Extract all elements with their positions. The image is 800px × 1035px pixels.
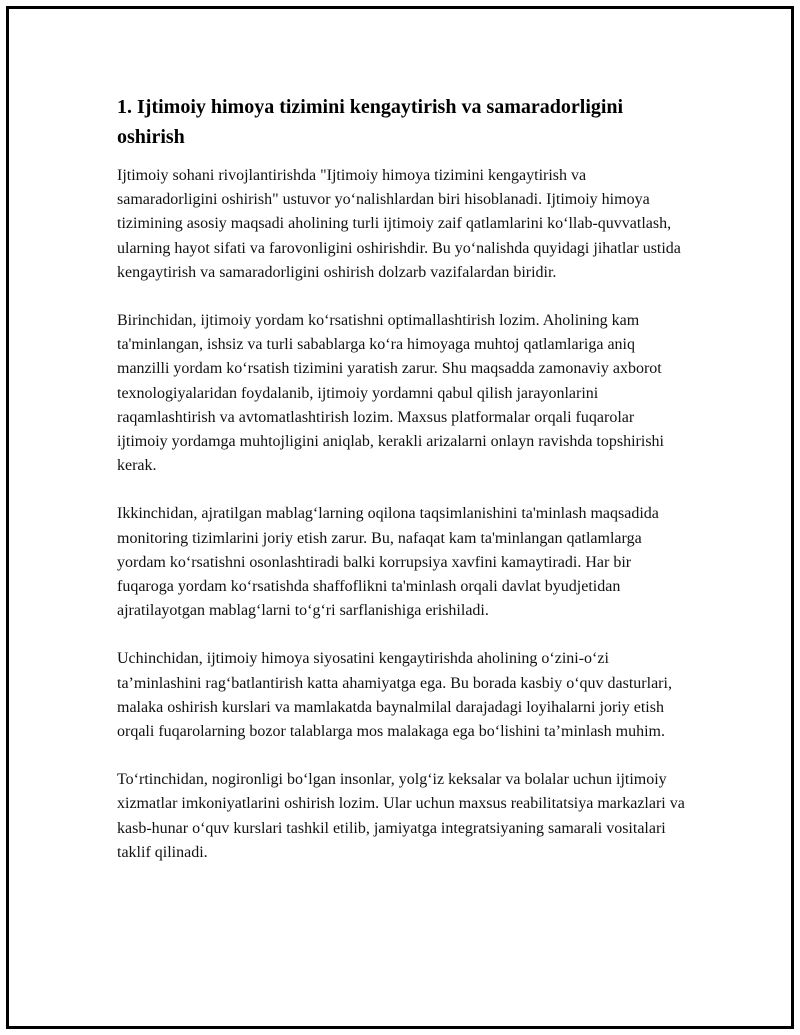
paragraph-first: Birinchidan, ijtimoiy yordam ko‘rsatishni optimallashtirish lozim. Aholining kam ta'minlangan, ishsiz va turli sabablarga ko‘ra himoyaga muhtoj qatlamlariga aniq manzilli yordam ko‘rsatish tizimini yaratish zarur. Shu maqsadda zamonaviy axborot texnologiyalaridan foydalanib, ijtimoiy yordamni qabul qilish jarayonlarini raqamlashtirish va avtomatlashtirish lozim. Maxsus platformalar orqali fuqarolar ijtimoiy yordamga muhtojligini aniqlab, kerakli arizalarni onlayn ravishda topshirishi kerak. <box>117 312 664 475</box>
section-title: 1. Ijtimoiy himoya tizimini kengaytirish va samaradorligini oshirish <box>117 96 624 148</box>
paragraph-third: Uchinchidan, ijtimoiy himoya siyosatini kengaytirishda aholining o‘zini-o‘zi ta’minlashini rag‘batlantirish katta ahamiyatga ega. Bu borada kasbiy o‘quv dasturlari, malaka oshirish kurslari va mamlakatda baynalmilal darajadagi loyihalarni joriy etish orqali fuqarolarning bozor talablarga mos malakaga ega bo‘lishini ta’minlash muhim. <box>117 650 672 741</box>
paragraph-fourth: To‘rtinchidan, nogironligi bo‘lgan insonlar, yolg‘iz keksalar va bolalar uchun ijtimoiy xizmatlar imkoniyatlarini oshirish lozim. Ular uchun maxsus reabilitatsiya markazlari va kasb-hunar o‘quv kurslari tashkil etilib, jamiyatga integratsiyaning samarali vositalari taklif qilinadi. <box>117 771 685 861</box>
document-body <box>117 92 687 889</box>
paragraph-intro: Ijtimoiy sohani rivojlantirishda "Ijtimoiy himoya tizimini kengaytirish va samaradorligini oshirish" ustuvor yo‘nalishlardan biri hisoblanadi. Ijtimoiy himoya tizimining asosiy maqsadi aholining turli ijtimoiy zaif qatlamlarini ko‘llab-quvvatlash, ularning hayot sifati va farovonligini oshirishdir. Bu yo‘nalishda quyidagi jihatlar ustida kengaytirish va samaradorligini oshirish dolzarb vazifalardan biridir. <box>117 167 681 281</box>
paragraph-second: Ikkinchidan, ajratilgan mablag‘larning oqilona taqsimlanishini ta'minlash maqsadida monitoring tizimlarini joriy etish zarur. Bu, nafaqat kam ta'minlangan qatlamlarga yordam ko‘rsatishni osonlashtiradi balki korrupsiya xavfini kamaytiradi. Har bir fuqaroga yordam ko‘rsatishda shaffoflikni ta'minlash orqali davlat byudjetidan ajratilayotgan mablag‘larni to‘g‘ri sarflanishiga erishiladi. <box>117 505 659 620</box>
